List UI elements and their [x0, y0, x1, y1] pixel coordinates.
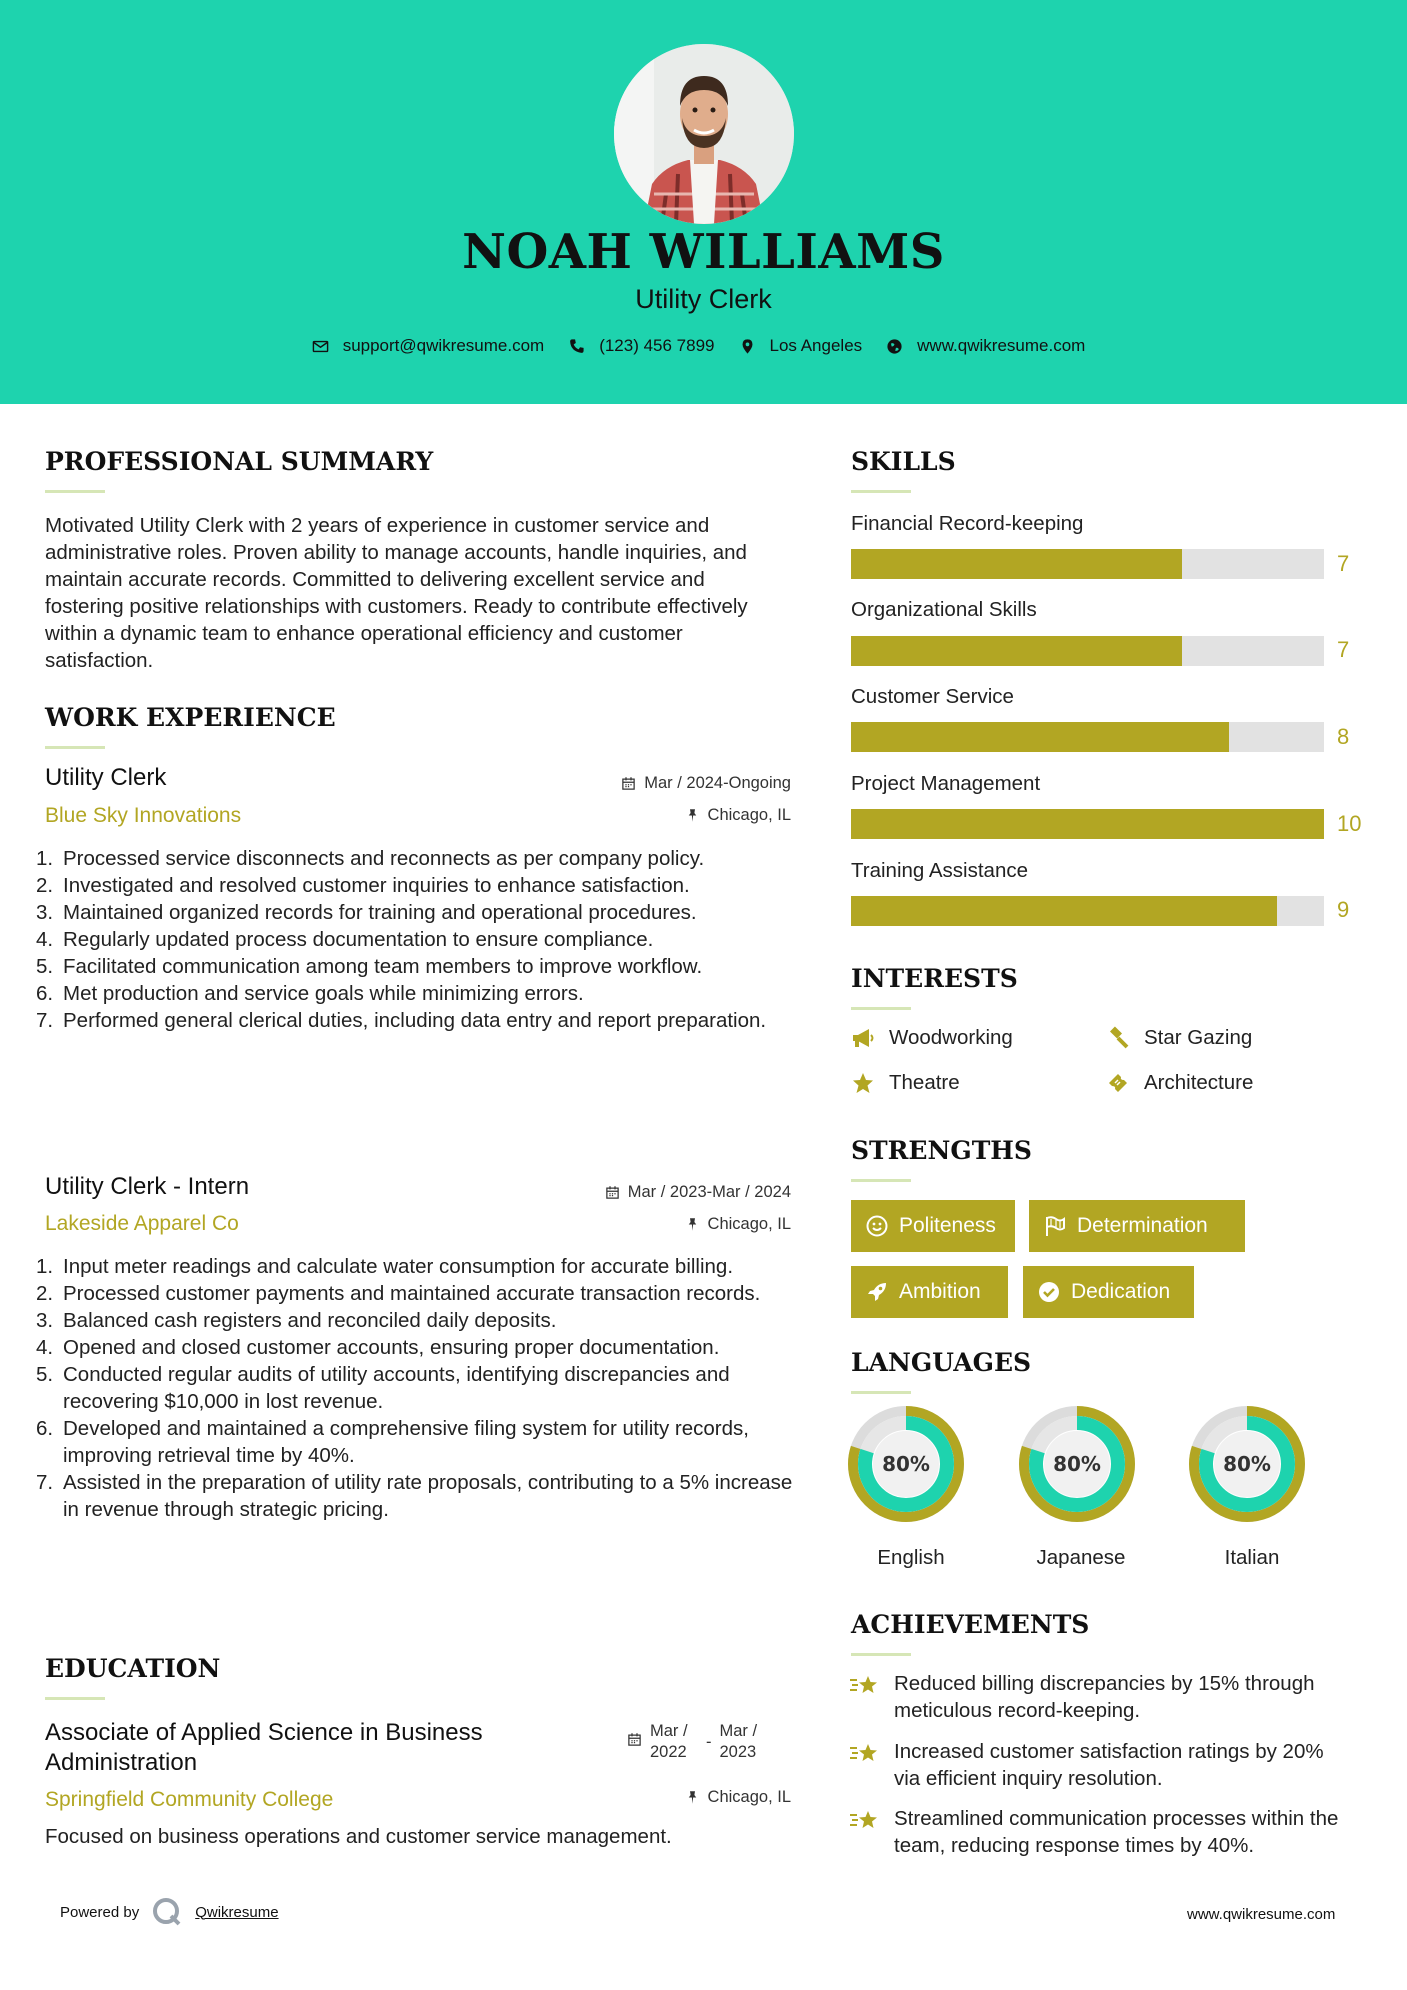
smile-icon	[865, 1214, 889, 1238]
languages-rule	[851, 1391, 911, 1394]
language-ring	[1024, 1411, 1130, 1517]
strength-label: Politeness	[899, 1214, 996, 1237]
list-item: 2. Investigated and resolved customer inquiries to enhance satisfaction.	[36, 874, 690, 897]
job-1-location-text: Chicago, IL	[707, 806, 791, 824]
list-item: 7. Performed general clerical duties, including data entry and report preparation.	[36, 1009, 767, 1032]
list-item: 1. Processed service disconnects and reconnects as per company policy.	[36, 847, 705, 870]
achievement-text: Increased customer satisfaction ratings by 20% via efficient inquiry resolution.	[894, 1740, 1324, 1790]
pushpin-icon	[685, 1217, 700, 1232]
education-start: Mar / 2022	[650, 1722, 688, 1761]
brand-link[interactable]: Qwikresume	[195, 1903, 279, 1921]
pushpin-icon	[685, 1790, 700, 1805]
gavel-icon	[1106, 1026, 1130, 1050]
strength-label: Determination	[1077, 1214, 1208, 1237]
language-ring	[853, 1411, 959, 1517]
interest-item	[851, 1026, 1013, 1050]
language-label: Japanese	[1036, 1546, 1126, 1569]
skill-label: Financial Record-keeping	[851, 512, 1084, 535]
achievement-text: Streamlined communication processes within the team, reducing response times by 40%.	[894, 1807, 1339, 1857]
skill-value: 7	[1337, 551, 1350, 576]
education-school: Springfield Community College	[45, 1788, 334, 1811]
interest-item	[1106, 1071, 1253, 1095]
skill-bar	[851, 896, 1324, 926]
list-item: 3. Maintained organized records for training and operational procedures.	[36, 901, 697, 924]
location-text: Los Angeles	[769, 336, 863, 355]
skill-value: 10	[1337, 811, 1362, 836]
map-pin-icon	[739, 338, 756, 355]
megaphone-icon	[851, 1026, 875, 1050]
list-item: 5. Conducted regular audits of utility accounts, identifying discrepancies and recovering $10,000 in lost revenue.	[36, 1363, 730, 1413]
calendar-icon	[605, 1185, 620, 1200]
achievement-item	[848, 1805, 1348, 1859]
interests-heading: INTERESTS	[851, 964, 1018, 993]
contact-website[interactable]	[886, 336, 1085, 356]
skill-bar	[851, 636, 1324, 666]
list-item: 6. Met production and service goals while minimizing errors.	[36, 982, 584, 1005]
skill-bar-fill	[851, 896, 1277, 926]
achievement-text: Reduced billing discrepancies by 15% through meticulous record-keeping.	[894, 1672, 1315, 1722]
calendar-icon	[627, 1732, 642, 1747]
languages-heading: LANGUAGES	[851, 1348, 1032, 1377]
skill-bar	[851, 809, 1324, 839]
interest-label: Woodworking	[889, 1026, 1013, 1049]
email-text: support@qwikresume.com	[342, 336, 545, 355]
star-icon	[851, 1071, 875, 1095]
job-1-dates-text: Mar / 2024-Ongoing	[644, 774, 791, 792]
ring-percent-text: 80%	[1223, 1452, 1271, 1476]
summary-text: Motivated Utility Clerk with 2 years of experience in customer service and administrative roles. Proven ability to manage accounts, handle inquiries, and maintain accurate records. Committed to delivering excellent service and fostering positive relationships with customers. Ready to contribute effectively within a dynamic team to enhance operational efficiency and customer satisfaction.	[45, 514, 748, 672]
summary-rule	[45, 490, 105, 493]
strengths-rule	[851, 1179, 911, 1182]
list-item: 6. Developed and maintained a comprehensive filing system for utility records, improving retrieval time by 40%.	[36, 1417, 749, 1467]
language-rings	[846, 1404, 1326, 1534]
phone-icon	[568, 338, 585, 355]
envelope-icon	[312, 338, 329, 355]
rocket-icon	[865, 1280, 889, 1304]
website-text: www.qwikresume.com	[917, 336, 1086, 355]
skills-rule	[851, 490, 911, 493]
education-location	[599, 1788, 791, 1807]
job-2-title: Utility Clerk - Intern	[45, 1173, 250, 1200]
education-degree: Associate of Applied Science in Business Administration	[45, 1719, 483, 1776]
skill-bar	[851, 549, 1324, 579]
list-item: 1. Input meter readings and calculate water consumption for accurate billing.	[36, 1255, 734, 1278]
shooting-star-icon	[848, 1805, 882, 1835]
skill-label: Project Management	[851, 772, 1041, 795]
contact-bar	[0, 336, 1407, 356]
globe-icon	[886, 338, 903, 355]
job-1-location	[599, 806, 791, 825]
experience-rule	[45, 746, 105, 749]
skill-value: 8	[1337, 724, 1350, 749]
strength-chip	[851, 1200, 1015, 1252]
list-item: 5. Facilitated communication among team members to improve workflow.	[36, 955, 703, 978]
education-rule	[45, 1697, 105, 1700]
achievements-heading: ACHIEVEMENTS	[851, 1610, 1090, 1639]
job-1-company: Blue Sky Innovations	[45, 804, 242, 827]
job-2-dates-text: Mar / 2023-Mar / 2024	[627, 1183, 791, 1201]
candidate-name: NOAH WILLIAMS	[462, 224, 945, 280]
job-1-duties	[36, 845, 795, 1034]
interest-label: Star Gazing	[1144, 1026, 1253, 1049]
qwikresume-logo-icon	[151, 1896, 183, 1928]
interests-rule	[851, 1007, 911, 1010]
achievements-rule	[851, 1653, 911, 1656]
strengths-heading: STRENGTHS	[851, 1136, 1032, 1165]
achievement-item	[848, 1738, 1348, 1792]
skill-label: Customer Service	[851, 685, 1014, 708]
education-dates	[627, 1721, 768, 1763]
list-item: 2. Processed customer payments and maintained accurate transaction records.	[36, 1282, 761, 1305]
education-location-text: Chicago, IL	[707, 1788, 791, 1806]
list-item: 3. Balanced cash registers and reconciled daily deposits.	[36, 1309, 557, 1332]
footer-website[interactable]: www.qwikresume.com	[1187, 1906, 1336, 1923]
skill-bar-fill	[851, 549, 1182, 579]
job-1-dates	[599, 774, 791, 793]
ring-percent-text: 80%	[1053, 1452, 1101, 1476]
strength-chip	[1029, 1200, 1245, 1252]
shooting-star-icon	[848, 1670, 882, 1700]
education-heading: EDUCATION	[45, 1654, 221, 1683]
skill-value: 7	[1337, 637, 1350, 662]
interest-label: Architecture	[1144, 1071, 1254, 1094]
skill-bar-fill	[851, 636, 1182, 666]
strength-chip	[1023, 1266, 1194, 1318]
skill-bar-fill	[851, 722, 1229, 752]
resume-header	[0, 0, 1407, 404]
education-end: Mar / 2023	[719, 1722, 758, 1761]
calendar-icon	[621, 776, 636, 791]
skill-label: Training Assistance	[851, 859, 1028, 882]
footer-powered-by	[60, 1896, 279, 1928]
language-label: English	[877, 1546, 945, 1569]
ticket-icon	[1106, 1071, 1130, 1095]
achievement-item	[848, 1670, 1348, 1724]
strength-chip	[851, 1266, 1008, 1318]
interest-item	[851, 1071, 960, 1095]
skills-heading: SKILLS	[851, 447, 956, 476]
strength-label: Ambition	[899, 1280, 981, 1303]
skill-bar	[851, 722, 1324, 752]
ring-percent-text: 80%	[882, 1452, 930, 1476]
candidate-title: Utility Clerk	[635, 284, 772, 314]
education-description: Focused on business operations and customer service management.	[45, 1825, 672, 1848]
flag-icon	[1043, 1214, 1067, 1238]
language-label: Italian	[1224, 1546, 1280, 1569]
shooting-star-icon	[848, 1738, 882, 1768]
job-2-dates	[559, 1183, 791, 1202]
profile-photo	[614, 44, 794, 224]
job-2-location	[599, 1215, 791, 1234]
skill-value: 9	[1337, 897, 1350, 922]
list-item: 4. Opened and closed customer accounts, ensuring proper documentation.	[36, 1336, 720, 1359]
job-1-title: Utility Clerk	[45, 764, 167, 791]
experience-heading: WORK EXPERIENCE	[45, 703, 336, 732]
contact-location	[739, 336, 863, 356]
interest-label: Theatre	[889, 1071, 960, 1094]
contact-email[interactable]	[312, 336, 545, 356]
pushpin-icon	[685, 808, 700, 823]
summary-heading: PROFESSIONAL SUMMARY	[45, 447, 434, 476]
job-2-location-text: Chicago, IL	[707, 1215, 791, 1233]
skill-label: Organizational Skills	[851, 598, 1037, 621]
education-dash: -	[706, 1733, 712, 1751]
list-item: 7. Assisted in the preparation of utility rate proposals, contributing to a 5% increase in revenue through strategic pricing.	[36, 1471, 793, 1521]
contact-phone[interactable]	[568, 336, 714, 356]
list-item: 4. Regularly updated process documentation to ensure compliance.	[36, 928, 654, 951]
job-2-duties	[36, 1253, 795, 1523]
check-circle-icon	[1037, 1280, 1061, 1304]
strength-label: Dedication	[1071, 1280, 1171, 1303]
language-ring	[1194, 1411, 1300, 1517]
phone-text: (123) 456 7899	[599, 336, 715, 355]
powered-by-text: Powered by	[60, 1903, 140, 1921]
job-2-company: Lakeside Apparel Co	[45, 1212, 239, 1235]
interest-item	[1106, 1026, 1252, 1050]
skill-bar-fill	[851, 809, 1324, 839]
